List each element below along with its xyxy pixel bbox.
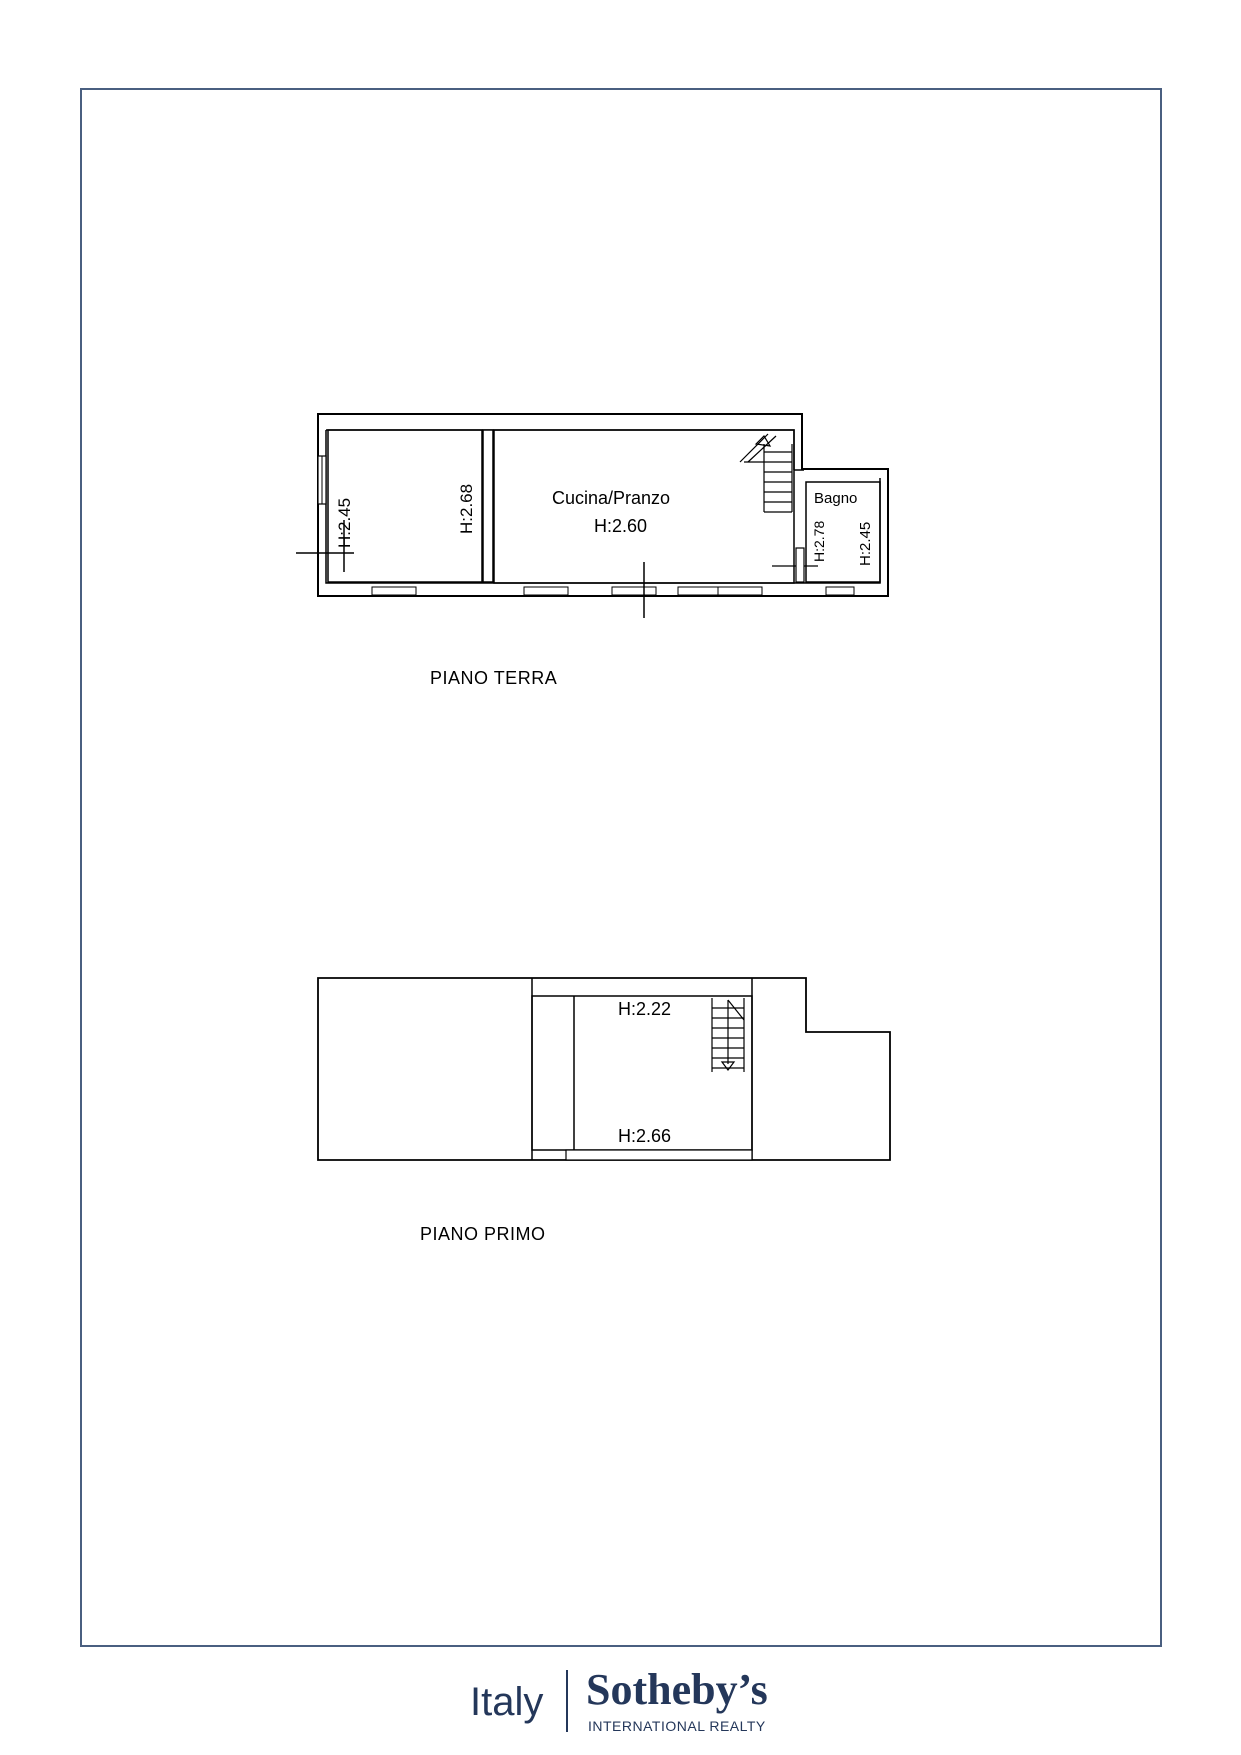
bottom-window-1 xyxy=(372,587,416,595)
first-floor-outline xyxy=(318,978,890,1160)
logo-divider xyxy=(566,1670,568,1732)
bottom-window-6 xyxy=(826,587,854,595)
middle-wall-height: H:2.68 xyxy=(457,483,476,534)
bathroom-name: Bagno xyxy=(814,490,858,507)
partition-wall xyxy=(483,430,493,582)
first-floor-staircase xyxy=(712,998,744,1072)
brand-logo xyxy=(460,1660,800,1740)
first-floor-plan xyxy=(318,978,890,1244)
ground-floor-title: PIANO TERRA xyxy=(430,668,558,688)
small-column xyxy=(796,548,804,582)
kitchen-height: H:2.60 xyxy=(594,516,648,536)
first-floor-title: PIANO PRIMO xyxy=(420,1224,546,1244)
logo-brand-name: Sotheby’s xyxy=(586,1665,768,1714)
bottom-window-3 xyxy=(612,587,656,595)
first-floor-bottom-height: H:2.66 xyxy=(618,1126,672,1146)
logo-tagline: INTERNATIONAL REALTY xyxy=(588,1718,766,1734)
logo-region: Italy xyxy=(470,1680,544,1724)
bottom-window-4 xyxy=(678,587,722,595)
left-room-height: H:2.45 xyxy=(335,497,354,548)
ground-floor-staircase xyxy=(740,434,792,512)
kitchen-name: Cucina/Pranzo xyxy=(552,488,671,508)
small-room-height: H:2.78 xyxy=(811,520,827,562)
bottom-window-2 xyxy=(524,587,568,595)
bottom-window-5 xyxy=(718,587,762,595)
first-floor-top-height: H:2.22 xyxy=(618,999,672,1019)
first-floor-window xyxy=(566,1150,752,1160)
ground-floor-plan xyxy=(296,414,888,688)
bathroom-height: H:2.45 xyxy=(857,521,874,566)
